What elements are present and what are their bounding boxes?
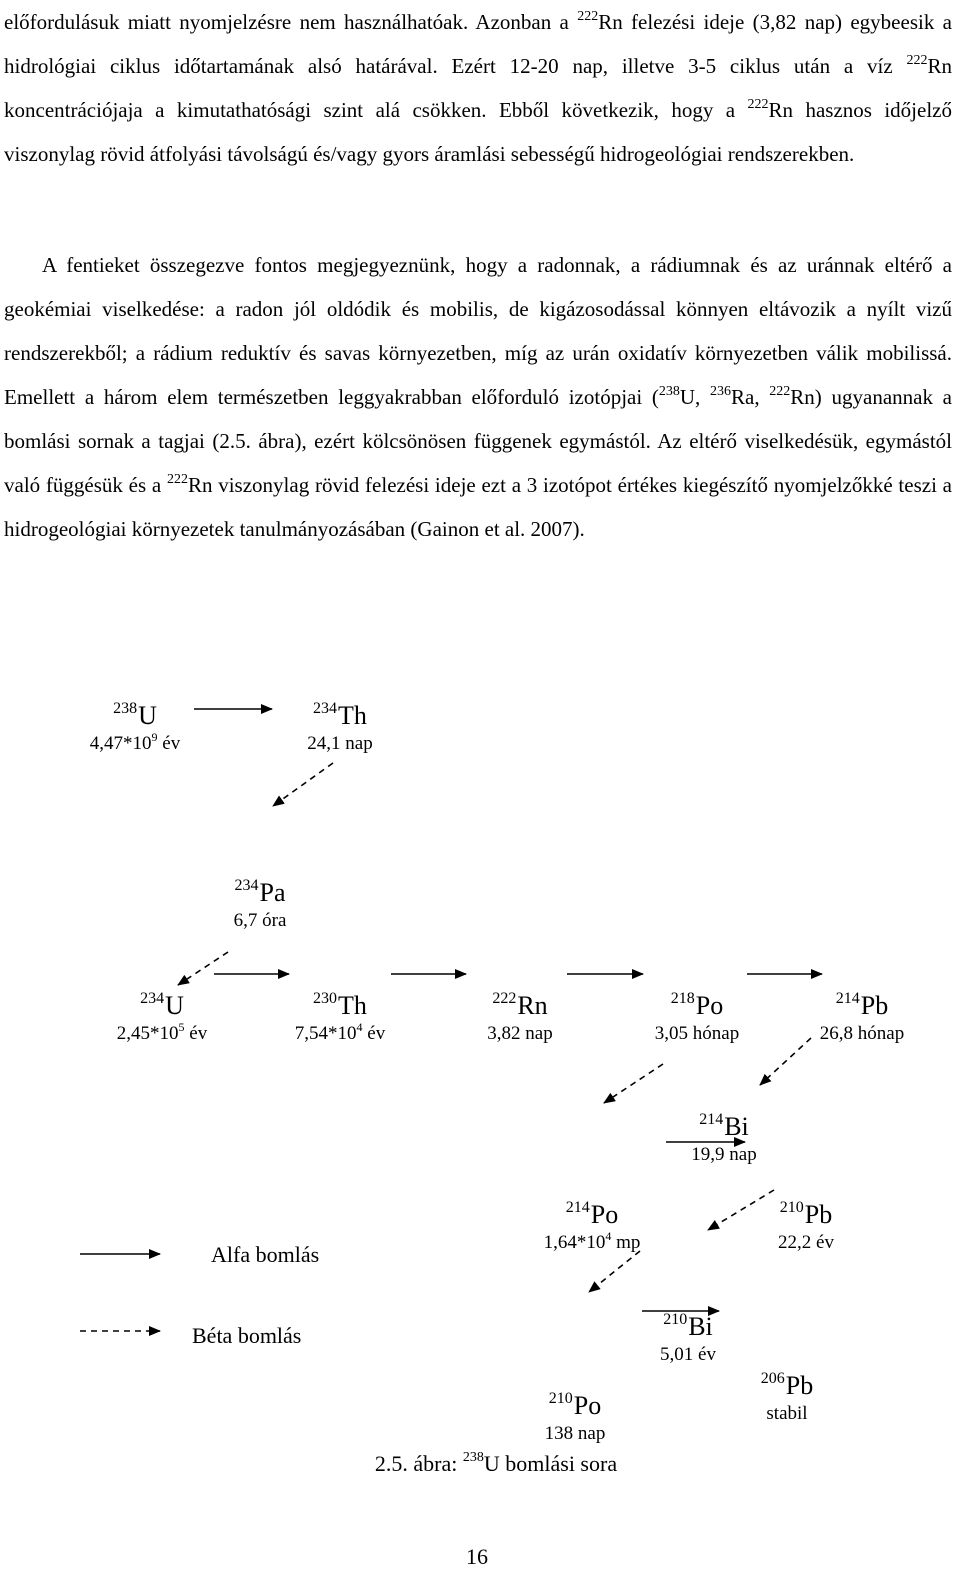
isotope-pb206 bbox=[761, 1370, 813, 1426]
half-life: 22,2 év bbox=[778, 1232, 834, 1253]
isotope-rn222 bbox=[487, 990, 552, 1046]
legend-beta-label: Béta bomlás bbox=[192, 1323, 302, 1348]
figure-caption: 2.5. ábra: $^{238}$U bomlási sora bbox=[374, 1450, 618, 1476]
isotope-bi210 bbox=[660, 1311, 716, 1367]
beta-decay-arrow-bi210-to-po210 bbox=[589, 1251, 640, 1292]
isotope-symbol: $^{214}$Po bbox=[565, 1199, 619, 1229]
paragraph-2: A fentieket összegezve fontos megjegyeznünk, hogy a radonnak, a rádiumnak és az uránnak eltérő a geokémiai viselkedése: a radon jól oldódik és mobilis, de kigázosodással könnyen eltávozik a nyílt vizű rendszerekből; a rádium reduktív és savas környezetben, míg az urán oxidatív környezetben válik mobilissá. Emellett a három elem természetben leggyakrabban előforduló izotópjai ($^{238}$U, $^{236}$Ra, $^{222}$Rn) ugyanannak a bomlási sornak a tagjai (2.5. ábra), ezért kölcsönösen függenek egymástól. Az eltérő viselkedésük, egymástól való függésük és a $^{222}$Rn viszonylag rövid felezési ideje ezt a 3 izotópot értékes kiegészítő nyomjelzőkké teszi a hidrogeológiai környezetek tanulmányozásában (Gainon et al. 2007). bbox=[4, 253, 952, 541]
isotope-u234 bbox=[117, 990, 207, 1046]
beta-decay-arrow-pb214-to-bi214 bbox=[760, 1038, 811, 1085]
isotope-th234 bbox=[307, 700, 372, 756]
beta-decay-arrow-bi214-to-po214 bbox=[604, 1064, 663, 1103]
beta-decay-arrow-pb210-to-bi210 bbox=[708, 1190, 774, 1230]
half-life: 3,82 nap bbox=[487, 1023, 553, 1044]
half-life: 26,8 hónap bbox=[819, 1023, 905, 1044]
paragraph-1: előfordulásuk miatt nyomjelzésre nem használhatóak. Azonban a $^{222}$Rn felezési ideje (3,82 nap) egybeesik a hidrológiai ciklus időtartamának alsó határával. Ezért 12-20 nap, illetve 3-5 ciklus után a víz $^{222}$Rn koncentrációjaja a kimutathatósági szint alá csökken. Ebből következik, hogy a $^{222}$Rn hasznos időjelző viszonylag rövid átfolyási távolságú és/vagy gyors áramlási sebességű hidrogeológiai rendszerekben. bbox=[4, 9, 952, 166]
half-life: $4,47*10^9$ év bbox=[89, 730, 181, 754]
isotope-po218 bbox=[655, 990, 739, 1046]
isotope-po210 bbox=[545, 1390, 606, 1446]
half-life: 5,01 év bbox=[660, 1344, 716, 1365]
isotope-symbol: $^{222}$Rn bbox=[492, 990, 548, 1020]
half-life: $1,64*10^4$ mp bbox=[543, 1229, 641, 1253]
isotope-pa234 bbox=[234, 877, 287, 933]
half-life: $7,54*10^4$ év bbox=[294, 1020, 386, 1044]
half-life: 3,05 hónap bbox=[654, 1023, 740, 1044]
isotope-symbol: $^{238}$U bbox=[113, 700, 157, 730]
isotope-symbol: $^{230}$Th bbox=[313, 990, 367, 1020]
half-life: stabil bbox=[766, 1403, 808, 1424]
isotope-symbol: $^{210}$Po bbox=[548, 1390, 602, 1420]
beta-decay-arrow-th234-to-pa234 bbox=[273, 763, 333, 806]
isotope-bi214 bbox=[691, 1111, 756, 1167]
isotope-symbol: $^{218}$Po bbox=[670, 990, 724, 1020]
isotope-symbol: $^{214}$Bi bbox=[699, 1111, 749, 1141]
page-number: 16 bbox=[466, 1544, 488, 1569]
isotope-symbol: $^{206}$Pb bbox=[760, 1370, 814, 1400]
isotope-symbol: $^{214}$Pb bbox=[835, 990, 889, 1020]
isotope-pb210 bbox=[778, 1199, 834, 1255]
half-life: 138 nap bbox=[544, 1423, 606, 1444]
half-life: 19,9 nap bbox=[691, 1144, 757, 1165]
isotope-u238 bbox=[90, 700, 180, 756]
isotope-pb214 bbox=[820, 990, 904, 1046]
half-life: $2,45*10^5$ év bbox=[116, 1020, 208, 1044]
half-life: 6,7 óra bbox=[233, 910, 287, 931]
isotope-symbol: $^{234}$Th bbox=[313, 700, 367, 730]
isotope-symbol: $^{210}$Bi bbox=[663, 1311, 713, 1341]
isotope-symbol: $^{234}$U bbox=[140, 990, 184, 1020]
isotope-po214 bbox=[544, 1199, 641, 1255]
beta-decay-arrow-pa234-to-u234 bbox=[178, 952, 228, 985]
isotope-symbol: $^{234}$Pa bbox=[234, 877, 286, 907]
half-life: 24,1 nap bbox=[307, 733, 373, 754]
isotope-symbol: $^{210}$Pb bbox=[779, 1199, 833, 1229]
isotope-th230 bbox=[295, 990, 385, 1046]
legend-alfa-label: Alfa bomlás bbox=[211, 1242, 320, 1267]
